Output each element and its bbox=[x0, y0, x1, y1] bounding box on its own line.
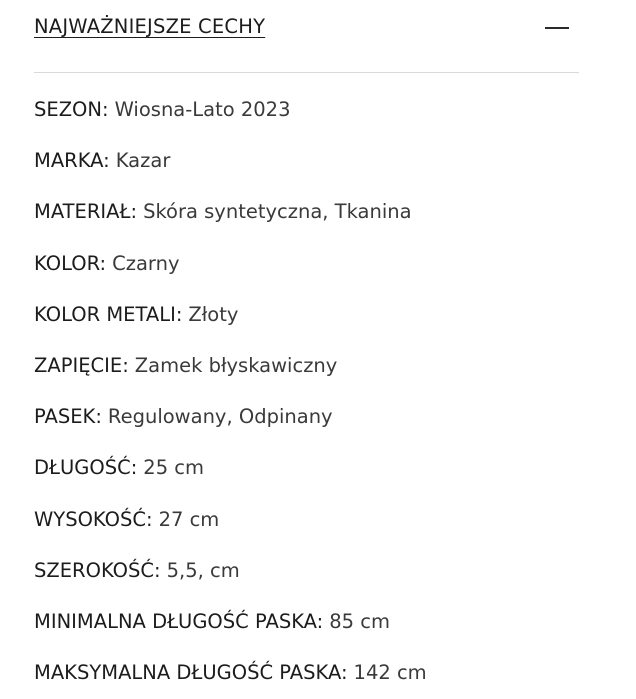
feature-row-min-dlugosc-paska bbox=[34, 596, 427, 647]
feature-key: SZEROKOŚĆ: bbox=[34, 558, 161, 582]
feature-key: MATERIAŁ: bbox=[34, 200, 138, 224]
feature-row-wysokosc bbox=[34, 494, 427, 545]
feature-key: KOLOR: bbox=[34, 251, 107, 275]
feature-row-dlugosc bbox=[34, 442, 427, 493]
feature-value: 85 cm bbox=[329, 609, 390, 633]
feature-key: MINIMALNA DŁUGOŚĆ PASKA: bbox=[34, 609, 324, 633]
feature-row-material bbox=[34, 186, 427, 237]
feature-key: KOLOR METALI: bbox=[34, 302, 183, 326]
feature-value: 142 cm bbox=[353, 661, 427, 685]
feature-value: 25 cm bbox=[143, 456, 205, 480]
feature-row-kolor-metali bbox=[34, 289, 427, 340]
feature-value: Wiosna-Lato 2023 bbox=[114, 98, 291, 122]
feature-row-marka bbox=[34, 135, 427, 186]
feature-key: PASEK: bbox=[34, 405, 102, 429]
feature-list bbox=[34, 84, 427, 698]
feature-key: MAKSYMALNA DŁUGOŚĆ PASKA: bbox=[34, 661, 348, 685]
feature-key: DŁUGOŚĆ: bbox=[34, 456, 138, 480]
divider bbox=[34, 72, 579, 73]
feature-value: Zamek błyskawiczny bbox=[134, 354, 338, 378]
feature-value: Skóra syntetyczna, Tkanina bbox=[143, 200, 412, 224]
feature-key: WYSOKOŚĆ: bbox=[34, 507, 153, 531]
accordion-header[interactable] bbox=[34, 0, 579, 72]
feature-row-pasek bbox=[34, 391, 427, 442]
feature-key: MARKA: bbox=[34, 149, 110, 173]
minus-icon[interactable] bbox=[545, 27, 569, 29]
feature-row-max-dlugosc-paska bbox=[34, 647, 427, 698]
feature-row-sezon bbox=[34, 84, 427, 135]
feature-value: Regulowany, Odpinany bbox=[107, 405, 333, 429]
feature-value: 5,5, cm bbox=[166, 558, 240, 582]
feature-row-szerokosc bbox=[34, 545, 427, 596]
section-title[interactable]: NAJWAŻNIEJSZE CECHY bbox=[34, 15, 266, 38]
feature-value: Czarny bbox=[112, 251, 180, 275]
feature-key: ZAPIĘCIE: bbox=[34, 354, 129, 378]
feature-value: Kazar bbox=[115, 149, 171, 173]
feature-row-kolor bbox=[34, 238, 427, 289]
feature-key: SEZON: bbox=[34, 98, 109, 122]
feature-row-zapiecie bbox=[34, 340, 427, 391]
feature-value: Złoty bbox=[188, 302, 239, 326]
feature-value: 27 cm bbox=[158, 507, 220, 531]
